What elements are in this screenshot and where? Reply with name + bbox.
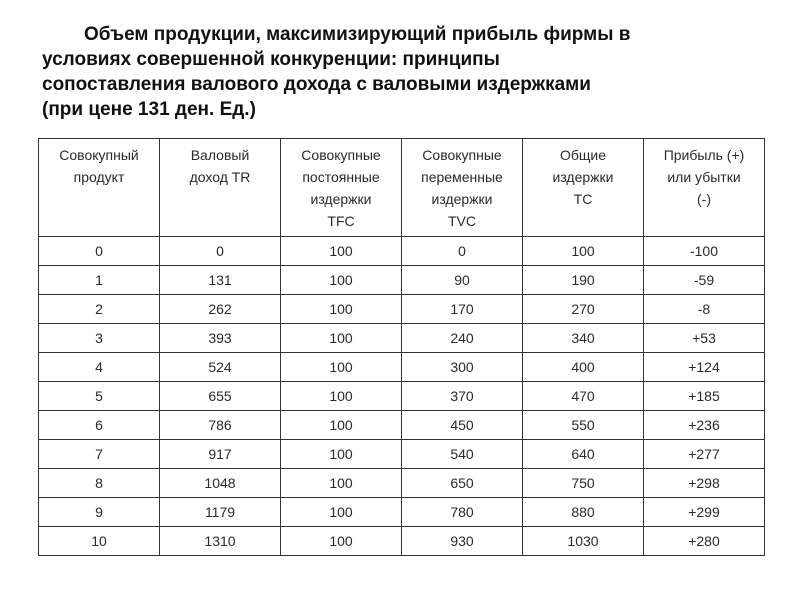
header-text: постоянные xyxy=(302,169,380,185)
table-cell: -8 xyxy=(644,295,765,324)
header-text: издержки xyxy=(310,191,372,207)
table-cell: 3 xyxy=(39,324,160,353)
table-cell: 0 xyxy=(160,237,281,266)
table-cell: 100 xyxy=(281,353,402,382)
table-cell: 1048 xyxy=(160,469,281,498)
table-cell: 340 xyxy=(523,324,644,353)
table-row xyxy=(39,324,765,353)
profit-table xyxy=(38,138,765,556)
header-text: продукт xyxy=(73,169,125,185)
table-row xyxy=(39,295,765,324)
table-cell: 100 xyxy=(281,324,402,353)
table-cell: 100 xyxy=(281,469,402,498)
header-text: Прибыль (+) xyxy=(663,147,745,163)
page-title xyxy=(42,22,762,122)
header-fixed-costs xyxy=(281,139,402,237)
table-row xyxy=(39,527,765,556)
table-cell: 650 xyxy=(402,469,523,498)
table-cell: 524 xyxy=(160,353,281,382)
table-cell: 100 xyxy=(523,237,644,266)
header-text: доход TR xyxy=(189,169,251,185)
table-cell: 1030 xyxy=(523,527,644,556)
header-total-product xyxy=(39,139,160,237)
table-cell: 400 xyxy=(523,353,644,382)
table-cell: 100 xyxy=(281,411,402,440)
table-cell: -59 xyxy=(644,266,765,295)
table-row xyxy=(39,411,765,440)
table-cell: 100 xyxy=(281,295,402,324)
table-cell: 370 xyxy=(402,382,523,411)
table-cell: 880 xyxy=(523,498,644,527)
header-text: (-) xyxy=(697,191,711,207)
header-total-costs xyxy=(523,139,644,237)
table-cell: 1179 xyxy=(160,498,281,527)
header-profit-loss xyxy=(644,139,765,237)
table-cell: 7 xyxy=(39,440,160,469)
table-cell: 100 xyxy=(281,527,402,556)
table-cell: 270 xyxy=(523,295,644,324)
table-cell: 540 xyxy=(402,440,523,469)
table-cell: 780 xyxy=(402,498,523,527)
table-cell: 240 xyxy=(402,324,523,353)
table-cell: 4 xyxy=(39,353,160,382)
table-row xyxy=(39,498,765,527)
table-cell: 190 xyxy=(523,266,644,295)
table-cell: +236 xyxy=(644,411,765,440)
header-text: Совокупные xyxy=(422,147,502,163)
header-variable-costs xyxy=(402,139,523,237)
header-text: издержки xyxy=(552,169,614,185)
table-cell: 930 xyxy=(402,527,523,556)
header-text: TFC xyxy=(327,213,355,229)
table-row xyxy=(39,382,765,411)
table-cell: 300 xyxy=(402,353,523,382)
header-text: TC xyxy=(573,191,593,207)
table-cell: 655 xyxy=(160,382,281,411)
table-row xyxy=(39,440,765,469)
title-line: Объем продукции, максимизирующий прибыль фирмы в xyxy=(84,24,631,45)
table-cell: 0 xyxy=(39,237,160,266)
header-text: Совокупный xyxy=(59,147,139,163)
table-row xyxy=(39,266,765,295)
table-cell: 170 xyxy=(402,295,523,324)
table-cell: +299 xyxy=(644,498,765,527)
table-cell: +298 xyxy=(644,469,765,498)
header-text: TVC xyxy=(448,213,476,229)
table-cell: 917 xyxy=(160,440,281,469)
table-header-row xyxy=(39,139,765,237)
table-cell: 9 xyxy=(39,498,160,527)
table-cell: 750 xyxy=(523,469,644,498)
table-cell: +185 xyxy=(644,382,765,411)
table-cell: 8 xyxy=(39,469,160,498)
table-cell: 2 xyxy=(39,295,160,324)
table-cell: 100 xyxy=(281,440,402,469)
table-cell: 0 xyxy=(402,237,523,266)
table-cell: +277 xyxy=(644,440,765,469)
header-text: переменные xyxy=(421,169,503,185)
header-text: или убытки xyxy=(667,169,741,185)
table-cell: 786 xyxy=(160,411,281,440)
table-cell: 1 xyxy=(39,266,160,295)
title-line: (при цене 131 ден. Ед.) xyxy=(42,99,256,120)
table-cell: +124 xyxy=(644,353,765,382)
table-cell: -100 xyxy=(644,237,765,266)
table-cell: 640 xyxy=(523,440,644,469)
table-cell: 131 xyxy=(160,266,281,295)
table-cell: 450 xyxy=(402,411,523,440)
header-text: Валовый xyxy=(190,147,250,163)
table-cell: 550 xyxy=(523,411,644,440)
table-cell: 393 xyxy=(160,324,281,353)
header-text: Совокупные xyxy=(301,147,381,163)
table-cell: 1310 xyxy=(160,527,281,556)
table-cell: +280 xyxy=(644,527,765,556)
table-cell: +53 xyxy=(644,324,765,353)
table-cell: 100 xyxy=(281,266,402,295)
table-cell: 100 xyxy=(281,382,402,411)
table-row xyxy=(39,353,765,382)
table-cell: 90 xyxy=(402,266,523,295)
table-cell: 470 xyxy=(523,382,644,411)
table-row xyxy=(39,237,765,266)
header-text: издержки xyxy=(431,191,493,207)
table-cell: 6 xyxy=(39,411,160,440)
table-cell: 5 xyxy=(39,382,160,411)
table-cell: 262 xyxy=(160,295,281,324)
header-text: Общие xyxy=(559,147,607,163)
title-line: сопоставления валового дохода с валовыми издержками xyxy=(42,74,591,95)
table-cell: 10 xyxy=(39,527,160,556)
title-line: условиях совершенной конкуренции: принципы xyxy=(42,49,500,70)
table-cell: 100 xyxy=(281,498,402,527)
table-cell: 100 xyxy=(281,237,402,266)
header-total-revenue xyxy=(160,139,281,237)
table-row xyxy=(39,469,765,498)
